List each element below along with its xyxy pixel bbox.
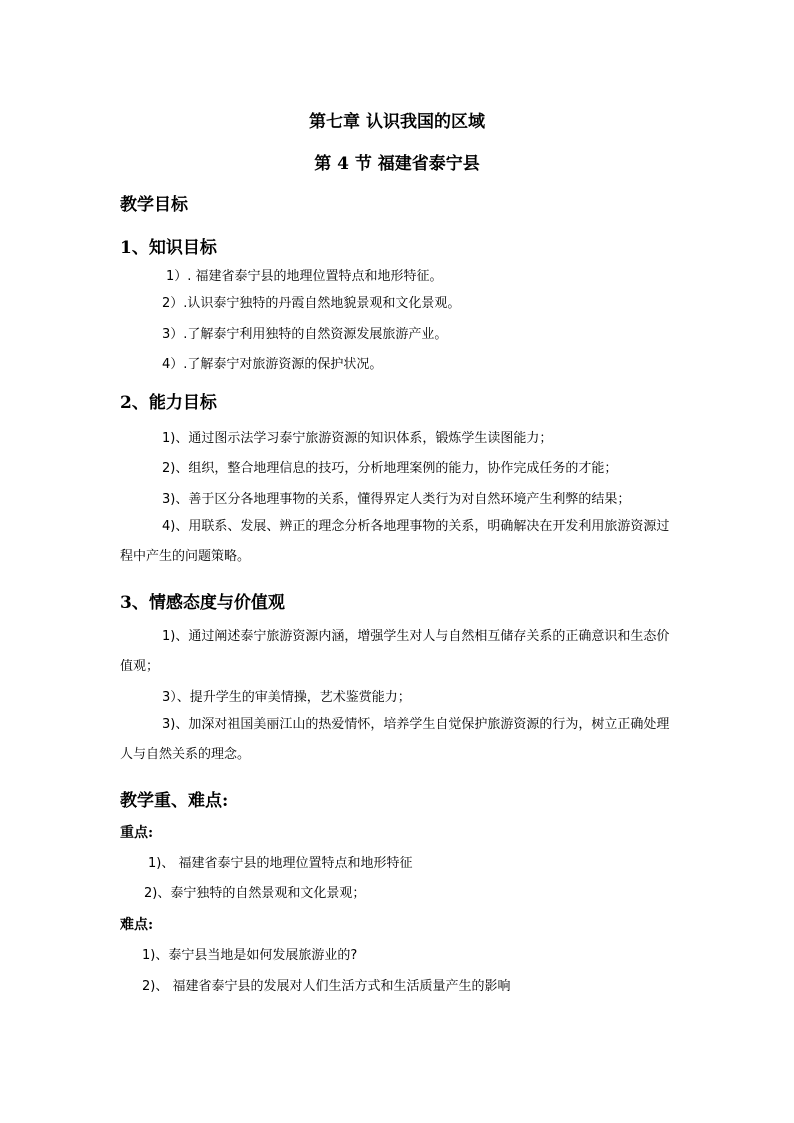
ability-item-3: 3)、善于区分各地理事物的关系，懂得界定人类行为对自然环境产生利弊的结果； (162, 492, 631, 507)
emotion-item-1: 1)、通过阐述泰宁旅游资源内涵，增强学生对人与自然相互储存关系的正确意识和生态价值观； (120, 629, 670, 674)
emotion-item-3: 3)、加深对祖国美丽江山的热爱情怀，培养学生自觉保护旅游资源的行为，树立正确处理人与自然关系的理念。 (120, 717, 670, 762)
difficult-item-2: 2)、 福建省泰宁县的发展对人们生活方式和生活质量产生的影响 (142, 979, 511, 994)
difficult-item-1: 1)、泰宁县当地是如何发展旅游业的? (142, 948, 358, 963)
knowledge-item-1: 1）. 福建省泰宁县的地理位置特点和地形特征。 (166, 269, 443, 284)
difficult-points-label: 难点: (120, 917, 154, 933)
teaching-goals-heading: 教学目标 (120, 195, 188, 215)
important-points-label: 重点: (120, 825, 154, 841)
knowledge-item-3: 3）.了解泰宁利用独特的自然资源发展旅游产业。 (162, 327, 448, 342)
ability-item-4: 4)、用联系、发展、辨正的理念分析各地理事物的关系，明确解决在开发利用旅游资源过程中产生的问题策略。 (120, 519, 670, 564)
knowledge-goals-heading: 1、知识目标 (120, 238, 217, 258)
key-points-heading: 教学重、难点: (120, 791, 229, 811)
section-title: 第 4 节 福建省泰宁县 (314, 154, 480, 174)
knowledge-item-4: 4）.了解泰宁对旅游资源的保护状况。 (162, 357, 383, 372)
emotion-goals-heading: 3、情感态度与价值观 (120, 593, 285, 613)
knowledge-item-2: 2）.认识泰宁独特的丹霞自然地貌景观和文化景观。 (162, 296, 461, 311)
ability-goals-heading: 2、能力目标 (120, 393, 217, 413)
important-item-1: 1)、 福建省泰宁县的地理位置特点和地形特征 (148, 856, 413, 871)
ability-item-2: 2)、组织，整合地理信息的技巧，分析地理案例的能力，协作完成任务的才能； (162, 461, 618, 476)
important-item-2: 2)、泰宁独特的自然景观和文化景观； (144, 886, 366, 901)
emotion-item-2: 3）、提升学生的审美情操，艺术鉴赏能力； (162, 690, 411, 705)
chapter-title: 第七章 认识我国的区域 (309, 112, 485, 132)
ability-item-1: 1)、通过图示法学习泰宁旅游资源的知识体系，锻炼学生读图能力； (162, 431, 553, 446)
